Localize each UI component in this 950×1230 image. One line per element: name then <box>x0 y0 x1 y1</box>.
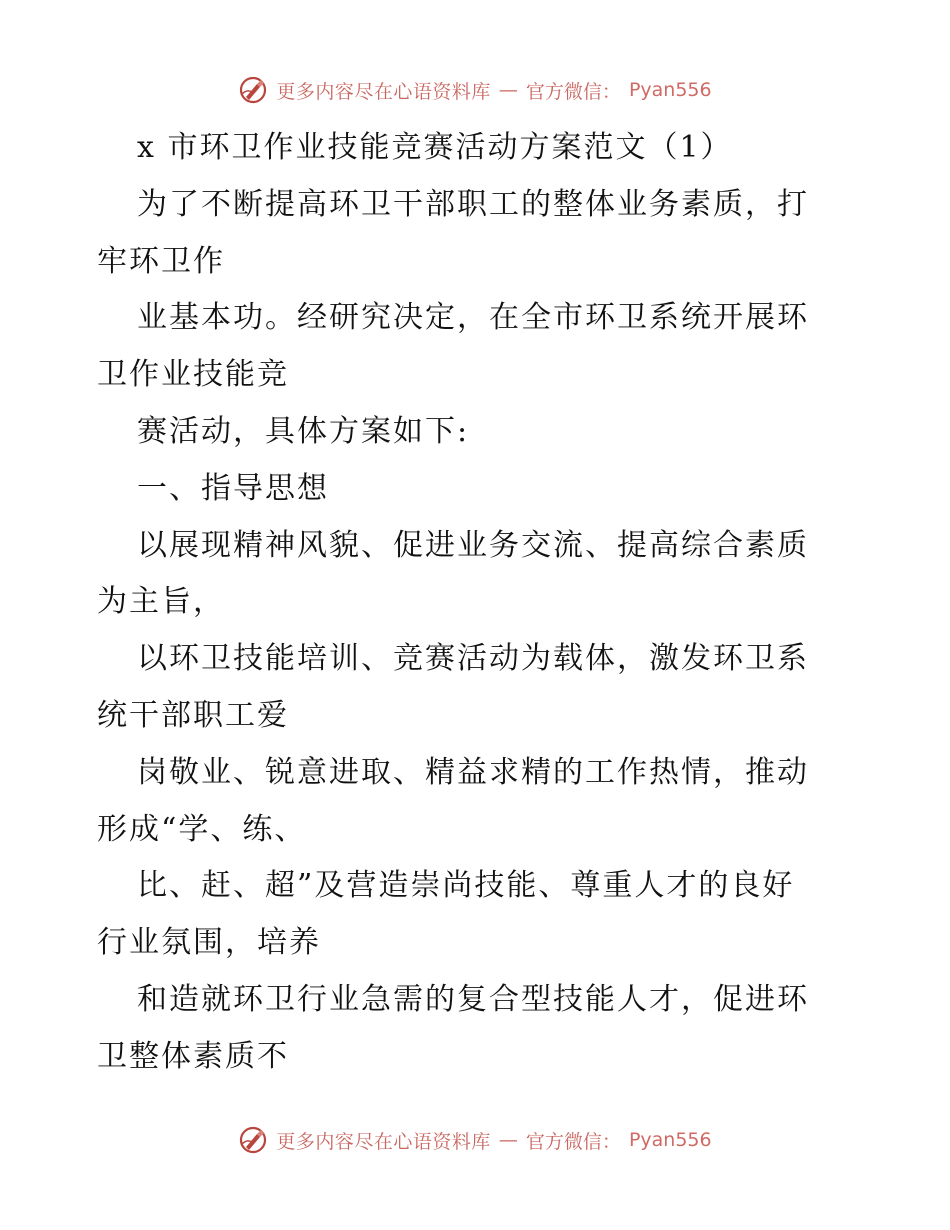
banner-wechat-handle: Pyan556 <box>628 1129 712 1151</box>
banner-brand-text: 更多内容尽在心语资料库 <box>276 1130 491 1153</box>
paragraph-line: 统干部职工爱 <box>97 697 289 733</box>
banner-wechat-label: 官方微信： <box>525 1130 621 1153</box>
paragraph-line: 以展现精神风貌、促进业务交流、提高综合素质 <box>137 527 809 563</box>
paragraph-line: 牢环卫作 <box>97 243 225 279</box>
header-banner <box>0 70 950 110</box>
paragraph-line: 和造就环卫行业急需的复合型技能人才，促进环 <box>137 981 809 1017</box>
pen-logo-icon <box>238 1125 268 1155</box>
paragraph-line: 形成“学、练、 <box>97 811 307 847</box>
paragraph-line: 赛活动，具体方案如下: <box>137 413 470 449</box>
pen-logo-icon <box>238 75 268 105</box>
section-heading: 一、指导思想 <box>137 470 329 506</box>
paragraph-line: 卫作业技能竞 <box>97 357 289 393</box>
banner-dash: — <box>498 1129 518 1151</box>
paragraph-line: 岗敬业、锐意进取、精益求精的工作热情，推动 <box>137 754 809 790</box>
paragraph-line: 为了不断提高环卫干部职工的整体业务素质，打 <box>137 186 809 222</box>
document-body <box>97 120 857 1086</box>
paragraph-line: 业基本功。经研究决定，在全市环卫系统开展环 <box>137 300 809 336</box>
paragraph-line: 以环卫技能培训、竞赛活动为载体，激发环卫系 <box>137 641 809 677</box>
paragraph-line: 卫整体素质不 <box>97 1038 289 1074</box>
paragraph-line: 比、赶、超”及营造崇尚技能、尊重人才的良好 <box>137 868 795 904</box>
banner-dash: — <box>498 79 518 101</box>
banner-wechat-handle: Pyan556 <box>628 79 712 101</box>
document-title: x 市环卫作业技能竞赛活动方案范文（1） <box>137 130 733 165</box>
banner-wechat-label: 官方微信： <box>525 80 621 103</box>
footer-banner <box>0 1120 950 1160</box>
banner-brand-text: 更多内容尽在心语资料库 <box>276 80 491 103</box>
paragraph-line: 为主旨， <box>97 584 225 620</box>
paragraph-line: 行业氛围，培养 <box>97 925 321 961</box>
